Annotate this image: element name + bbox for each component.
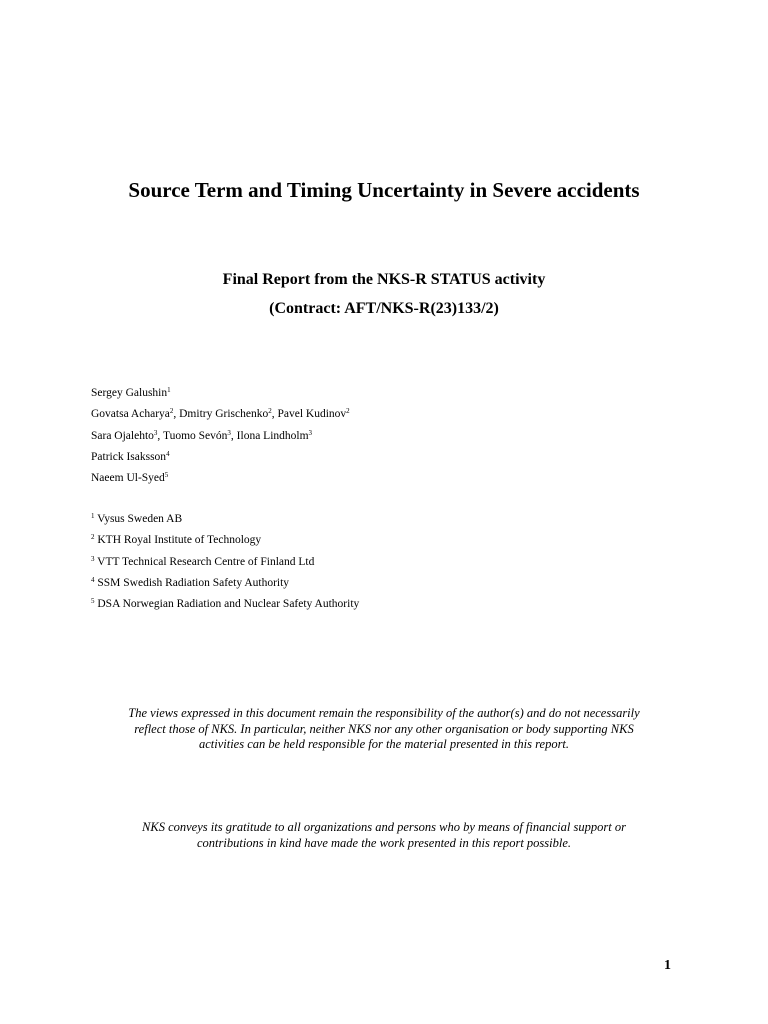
affiliation-line <box>91 573 359 594</box>
page-number: 1 <box>664 958 671 973</box>
author-name: Sergey Galushin <box>91 387 168 399</box>
disclaimer-line: The views expressed in this document remain the responsibility of the author(s) and do not necessarily <box>128 706 640 720</box>
affiliation-name: Vysus Sweden AB <box>97 513 183 525</box>
affiliation-name: VTT Technical Research Centre of Finland Ltd <box>97 555 315 568</box>
author-affiliation-marker: 2 <box>169 407 174 416</box>
author-line <box>91 383 350 404</box>
affiliation-name: KTH Royal Institute of Technology <box>97 534 262 547</box>
author-affiliation-marker: 1 <box>167 386 171 394</box>
author-list <box>91 383 350 489</box>
author-affiliation-marker: 3 <box>308 428 313 437</box>
acknowledgement-line: contributions in kind have made the work presented in this report possible. <box>196 835 572 850</box>
affiliation-line <box>91 509 359 530</box>
author-affiliation-marker: 3 <box>153 428 158 437</box>
author-separator: , <box>173 408 180 421</box>
affiliation-line <box>91 552 359 573</box>
author-name: Tuomo Sevón <box>162 429 228 442</box>
affiliation-marker: 1 <box>91 512 95 520</box>
author-affiliation-marker: 5 <box>164 471 169 480</box>
author-affiliation-marker: 2 <box>346 407 350 416</box>
author-name: Sara Ojalehto <box>91 429 154 442</box>
affiliation-list <box>91 509 359 615</box>
affiliation-name: DSA Norwegian Radiation and Nuclear Safety Authority <box>97 598 360 611</box>
author-separator: , <box>230 429 237 442</box>
affiliation-line <box>91 594 359 615</box>
author-affiliation-marker: 4 <box>166 449 170 458</box>
disclaimer-notice <box>80 706 688 753</box>
affiliation-line <box>91 530 359 551</box>
affiliation-marker: 2 <box>91 533 95 542</box>
author-separator: , <box>271 408 278 421</box>
report-subtitle: Final Report from the NKS-R STATUS activity <box>222 271 546 288</box>
author-affiliation-marker: 2 <box>268 407 272 416</box>
author-name: Pavel Kudinov <box>277 408 347 421</box>
author-line <box>91 447 350 468</box>
acknowledgement-line: NKS conveys its gratitude to all organizations and persons who by means of financial support or <box>142 820 626 834</box>
author-affiliation-marker: 3 <box>227 428 231 437</box>
affiliation-marker: 3 <box>91 554 95 563</box>
affiliation-marker: 4 <box>91 575 95 584</box>
author-line <box>91 404 350 425</box>
affiliation-name: SSM Swedish Radiation Safety Authority <box>97 576 290 589</box>
author-separator: , <box>157 429 163 442</box>
author-line <box>91 426 350 447</box>
affiliation-marker: 5 <box>91 597 95 606</box>
contract-number: (Contract: AFT/NKS-R(23)133/2) <box>269 300 499 317</box>
acknowledgement-notice <box>80 820 688 851</box>
author-name: Dmitry Grischenko <box>179 408 269 421</box>
author-name: Ilona Lindholm <box>236 429 309 442</box>
author-name: Patrick Isaksson <box>91 450 167 463</box>
author-name: Naeem Ul-Syed <box>91 472 165 485</box>
disclaimer-line: reflect those of NKS. In particular, neither NKS nor any other organisation or body supporting NKS <box>134 721 634 736</box>
author-name: Govatsa Acharya <box>91 408 170 421</box>
disclaimer-line: activities can be held responsible for the material presented in this report. <box>198 737 570 751</box>
author-line <box>91 468 350 489</box>
report-title: Source Term and Timing Uncertainty in Severe accidents <box>128 178 640 202</box>
